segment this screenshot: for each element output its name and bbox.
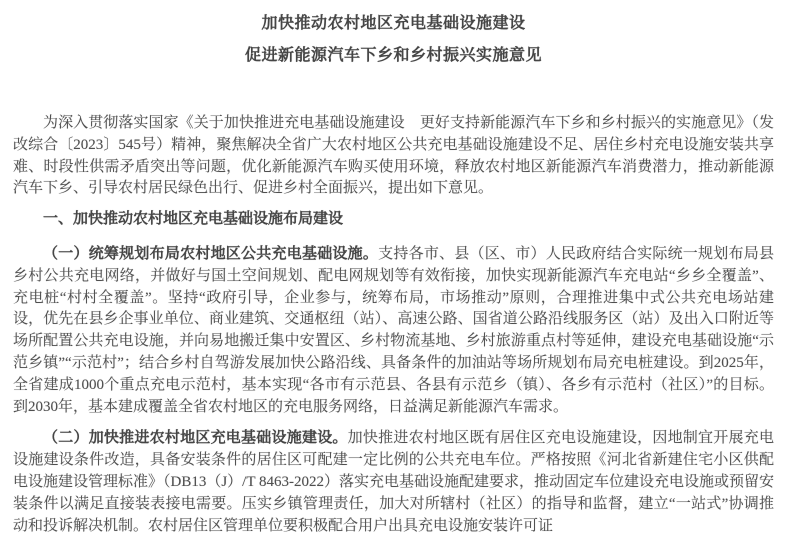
section1-heading-text: 一、加快推动农村地区充电基础设施布局建设: [43, 211, 344, 228]
document-title-line2: 促进新能源汽车下乡和乡村振兴实施意见: [244, 47, 542, 64]
item2-lead-text: （二）加快推进农村地区充电基础设施建设。: [43, 430, 348, 447]
document-title-line1: 加快推动农村地区充电基础设施建设: [261, 15, 526, 32]
item2-paragraph: [13, 428, 774, 537]
intro-paragraph: [13, 113, 774, 200]
item1-body-text: 支持各市、县（区、市）人民政府结合实际统一规划布局县乡村公共充电网络，并做好与国土空间规划、配电网规划等有效衔接，加快实现新能源汽车充电站“乡乡全覆盖”、充电桩“村村全覆盖”。坚持“政府引导，企业参与，统筹布局，市场推动”原则，合理推进集中式公共充电场站建设，优先在县乡企事业单位、商业建筑、交通枢纽（站）、高速公路、国省道公路沿线服务区（站）及出入口附近等场所配置公共充电设施，并向易地搬迁集中安置区、乡村物流基地、乡村旅游重点村等延伸，建设充电基础设施“示范乡镇”“示范村”；结合乡村自驾游发展加快公路沿线、具备条件的加油站等场所规划布局充电桩建设。到2025年，全省建成1000个重点充电示范村，基本实现“各市有示范县、各县有示范乡（镇）、各乡有示范村（社区）”的目标。到2030年，基本建成覆盖全省农村地区的充电服务网络，日益满足新能源汽车需求。: [13, 245, 774, 415]
section1-heading: [13, 209, 774, 231]
item1-paragraph: [13, 244, 774, 418]
item1-lead-text: （一）统筹规划布局农村地区公共充电基础设施。: [43, 245, 379, 262]
item2-body-text: 加快推进农村地区既有居住区充电设施建设，因地制宜开展充电设施建设条件改造，具备安装条件的居住区可配建一定比例的公共充电车位。严格按照《河北省新建住宅小区供配电设施建设管理标准》（DB13（J）/T 8463-2022）落实充电基础设施配建要求，推动固定车位建设充电设施或预留安装条件以满足直接装表接电需要。压实乡镇管理责任，加大对所辖村（社区）的指导和监督，建立“一站式”协调推动和投诉解决机制。农村居住区管理单位要积极配合用户出具充电设施安装许可证: [13, 430, 774, 534]
intro-paragraph-text: 为深入贯彻落实国家《关于加快推进充电基础设施建设 更好支持新能源汽车下乡和乡村振兴的实施意见》（发改综合〔2023〕545号）精神，聚焦解决全省广大农村地区公共充电基础设施建设不足、居住乡村充电设施安装共享难、时段性供需矛盾突出等问题，优化新能源汽车购买使用环境，释放农村地区新能源汽车消费潜力，推动新能源汽车下乡、引导农村居民绿色出行、促进乡村全面振兴，提出如下意见。: [13, 115, 774, 197]
